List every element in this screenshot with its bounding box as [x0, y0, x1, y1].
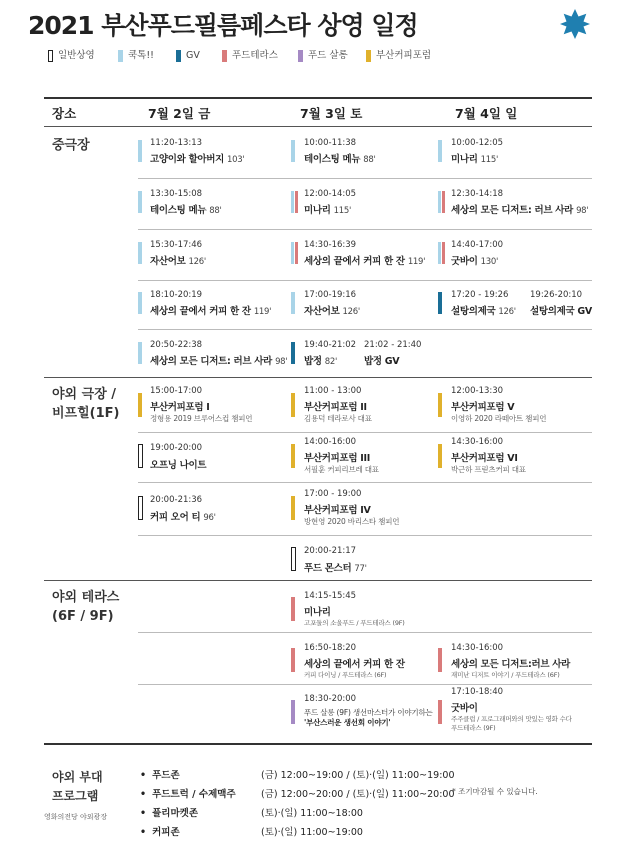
- legend-item-cooktalk: 쿡톡!!: [118, 48, 154, 64]
- early-close-note: * 조기마감될 수 있습니다.: [452, 787, 538, 796]
- screening-time: 19:00-20:00: [150, 443, 203, 453]
- category-bar-cooktalk: [438, 140, 442, 162]
- program-info: 주주클럽 / 프로그래머와의 맛있는 영화 수다: [451, 715, 572, 723]
- screening-time: 15:00-17:00: [150, 386, 203, 396]
- category-bar-terrace: [295, 242, 298, 264]
- film-title: 푸드 몬스터 77': [304, 563, 367, 574]
- legend-item-salon: 푸드 살롱: [298, 48, 348, 64]
- screening-time: 15:30-17:46: [150, 240, 203, 250]
- category-bar-terrace: [291, 597, 295, 621]
- category-bar-cooktalk: [138, 242, 142, 264]
- category-bar-cooktalk: [138, 140, 142, 162]
- speaker: 김용덕 테라로사 대표: [304, 414, 372, 423]
- program-info: 푸드 살롱 (9F) 생선마스터가 이야기하는: [304, 708, 433, 717]
- film-title: 미나리 115': [451, 154, 499, 165]
- legend-swatch-salon: [298, 50, 303, 62]
- film-title: 오프닝 나이트: [150, 460, 207, 471]
- screening-time: 10:00-12:05: [451, 138, 504, 148]
- event-hours-coffeezone: (토)·(일) 11:00~19:00: [261, 827, 363, 838]
- film-title: 부산커피포럼 I: [150, 402, 210, 413]
- row-separator: [138, 432, 592, 433]
- row-separator: [138, 229, 592, 230]
- film-title: 부산커피포럼 VI: [451, 453, 518, 464]
- film-title: 고양이와 할아버지 103': [150, 154, 245, 165]
- film-title: 굿바이: [451, 703, 478, 714]
- gv-title: 밥정 GV: [364, 356, 400, 367]
- film-title: 세상의 모든 디저트: 러브 사라 98': [150, 356, 288, 367]
- category-bar-coffee: [291, 393, 295, 417]
- film-title: 굿바이 130': [451, 256, 499, 267]
- screening-time: 11:00 - 13:00: [304, 386, 362, 396]
- category-bar-general: [138, 496, 143, 520]
- table-top-rule: [44, 97, 592, 99]
- film-title: 자산어보 126': [150, 256, 206, 267]
- category-bar-cooktalk: [291, 242, 294, 264]
- film-title: 부산커피포럼 V: [451, 402, 515, 413]
- header-rule: [44, 126, 592, 127]
- section-rule-3: [44, 743, 592, 745]
- program-title: '부산스러운 생선회 이야기': [304, 718, 391, 727]
- category-bar-cooktalk: [438, 191, 441, 213]
- section-rule-1: [44, 377, 592, 378]
- film-title: 자산어보 126': [304, 306, 360, 317]
- film-title: 테이스팅 메뉴 88': [150, 205, 222, 216]
- screening-time: 12:00-14:05: [304, 189, 357, 199]
- category-bar-cooktalk: [138, 292, 142, 314]
- venue-label-outdoor-2: 비프힐(1F): [52, 406, 120, 421]
- screening-time: 17:20 - 19:26: [451, 290, 509, 300]
- legend-swatch-coffee: [366, 50, 371, 62]
- category-bar-cooktalk: [291, 191, 294, 213]
- bottom-venue-label-1: 야외 부대: [52, 770, 103, 784]
- event-hours-foodzone: (금) 12:00~19:00 / (토)·(일) 11:00~19:00: [261, 770, 455, 781]
- screening-time: 18:10-20:19: [150, 290, 203, 300]
- legend-swatch-cooktalk: [118, 50, 123, 62]
- legend: [48, 48, 468, 64]
- film-title: 세상의 끝에서 커피 한 잔 119': [150, 306, 272, 317]
- category-bar-coffee: [291, 496, 295, 520]
- film-title: 부산커피포럼 II: [304, 402, 367, 413]
- event-row-coffeezone: • 커피존: [140, 827, 180, 838]
- legend-item-gv: GV: [176, 48, 200, 64]
- event-row-foodzone: • 푸드존: [140, 770, 180, 781]
- category-bar-salon: [291, 700, 295, 724]
- gv-time: 19:26-20:10: [530, 290, 583, 300]
- screening-time: 14:30-16:39: [304, 240, 357, 250]
- film-title: 부산커피포럼 IV: [304, 505, 371, 516]
- legend-swatch-terrace: [222, 50, 227, 62]
- star-icon: [559, 8, 591, 40]
- screening-time: 14:00-16:00: [304, 437, 357, 447]
- screening-time: 20:50-22:38: [150, 340, 203, 350]
- screening-time: 16:50-18:20: [304, 643, 357, 653]
- program-info: 재미난 디저트 이야기 / 푸드테라스 (6F): [451, 671, 560, 679]
- category-bar-cooktalk: [291, 292, 295, 314]
- screening-time: 20:00-21:36: [150, 495, 203, 505]
- legend-item-terrace: 푸드테라스: [222, 48, 278, 64]
- film-title: 세상의 모든 디저트:러브 사라: [451, 659, 571, 670]
- venue-label-terrace-1: 야외 테라스: [52, 590, 120, 605]
- category-bar-general: [138, 444, 143, 468]
- screening-time: 11:20-13:13: [150, 138, 203, 148]
- row-separator: [138, 329, 592, 330]
- category-bar-gv: [438, 292, 442, 314]
- screening-time: 18:30-20:00: [304, 694, 357, 704]
- film-title: 미나리: [304, 607, 331, 618]
- category-bar-terrace: [438, 648, 442, 672]
- event-hours-fleamarket: (토)·(일) 11:00~18:00: [261, 808, 363, 819]
- row-separator: [138, 535, 592, 536]
- screening-time: 13:30-15:08: [150, 189, 203, 199]
- screening-time: 14:30-16:00: [451, 643, 504, 653]
- row-separator: [138, 684, 592, 685]
- speaker: 박근하 프릳츠커피 대표: [451, 465, 526, 474]
- film-title: 부산커피포럼 III: [304, 453, 370, 464]
- header-venue: 장소: [52, 106, 77, 121]
- screening-time: 14:15-15:45: [304, 591, 357, 601]
- category-bar-coffee: [438, 393, 442, 417]
- screening-time: 17:00-19:16: [304, 290, 357, 300]
- category-bar-terrace: [442, 242, 445, 264]
- event-hours-foodtruck: (금) 12:00~20:00 / (토)·(일) 11:00~20:00: [261, 789, 455, 800]
- row-separator: [138, 632, 592, 633]
- venue-label-terrace-2: (6F / 9F): [52, 609, 114, 624]
- speaker: 서필훈 커피리브레 대표: [304, 465, 379, 474]
- category-bar-terrace: [291, 648, 295, 672]
- screening-time: 12:00-13:30: [451, 386, 504, 396]
- legend-swatch-general: [48, 50, 53, 62]
- event-row-foodtruck: • 푸드트럭 / 수제맥주: [140, 789, 236, 800]
- program-info: 고포둘의 소울푸드 / 푸드테라스 (9F): [304, 619, 405, 627]
- category-bar-coffee: [291, 444, 295, 468]
- film-title: 설탕의제국 126': [451, 306, 516, 317]
- venue-label-outdoor-1: 야외 극장 /: [52, 387, 117, 402]
- screening-time: 20:00-21:17: [304, 546, 357, 556]
- speaker: 정형용 2019 브루어스컵 챔피언: [150, 414, 253, 423]
- category-bar-gv: [291, 342, 295, 364]
- category-bar-coffee: [138, 393, 142, 417]
- speaker: 방현영 2020 바리스타 챔피언: [304, 517, 400, 526]
- category-bar-terrace: [442, 191, 445, 213]
- film-title: 커피 오어 티 96': [150, 512, 216, 523]
- gv-time: 21:02 - 21:40: [364, 340, 422, 350]
- screening-time: 17:10-18:40: [451, 687, 504, 697]
- category-bar-general: [291, 547, 296, 571]
- gv-title: 설탕의제국 GV: [530, 306, 592, 317]
- category-bar-cooktalk: [438, 242, 441, 264]
- event-row-fleamarket: • 플리마켓존: [140, 808, 199, 819]
- screening-time: 10:00-11:38: [304, 138, 357, 148]
- legend-item-general: 일반상영: [48, 48, 95, 64]
- film-title: 미나리 115': [304, 205, 352, 216]
- section-rule-2: [44, 580, 592, 581]
- venue-label-main-theater: 중극장: [52, 138, 90, 153]
- category-bar-cooktalk: [291, 140, 295, 162]
- program-info: 커피 다이닝 / 푸드테라스 (6F): [304, 671, 387, 679]
- page-title: 2021 부산푸드필름페스타 상영 일정: [28, 11, 418, 40]
- category-bar-terrace: [438, 700, 442, 724]
- category-bar-coffee: [438, 444, 442, 468]
- header-day1: 7월 2일 금: [148, 106, 211, 121]
- row-separator: [138, 178, 592, 179]
- header-day3: 7월 4일 일: [455, 106, 518, 121]
- screening-time: 14:30-16:00: [451, 437, 504, 447]
- row-separator: [138, 482, 592, 483]
- category-bar-cooktalk: [138, 342, 142, 364]
- legend-swatch-gv: [176, 50, 181, 62]
- film-title: 밥정 82': [304, 356, 338, 367]
- screening-time: 17:00 - 19:00: [304, 489, 362, 499]
- category-bar-cooktalk: [138, 191, 142, 213]
- film-title: 세상의 끝에서 커피 한 잔: [304, 659, 405, 670]
- legend-item-coffee: 부산커피포럼: [366, 48, 431, 64]
- bottom-venue-label-2: 프로그램: [52, 789, 99, 803]
- film-title: 테이스팅 메뉴 88': [304, 154, 376, 165]
- row-separator: [138, 280, 592, 281]
- category-bar-terrace: [295, 191, 298, 213]
- screening-time: 12:30-14:18: [451, 189, 504, 199]
- program-location: 푸드테라스 (9F): [451, 724, 496, 732]
- header-day2: 7월 3일 토: [300, 106, 363, 121]
- film-title: 세상의 끝에서 커피 한 잔 119': [304, 256, 426, 267]
- screening-time: 19:40-21:02: [304, 340, 357, 350]
- screening-time: 14:40-17:00: [451, 240, 504, 250]
- film-title: 세상의 모든 디저트: 러브 사라 98': [451, 205, 589, 216]
- bottom-venue-location: 영화의전당 야외광장: [44, 813, 108, 821]
- speaker: 이영하 2020 라떼아트 챔피언: [451, 414, 547, 423]
